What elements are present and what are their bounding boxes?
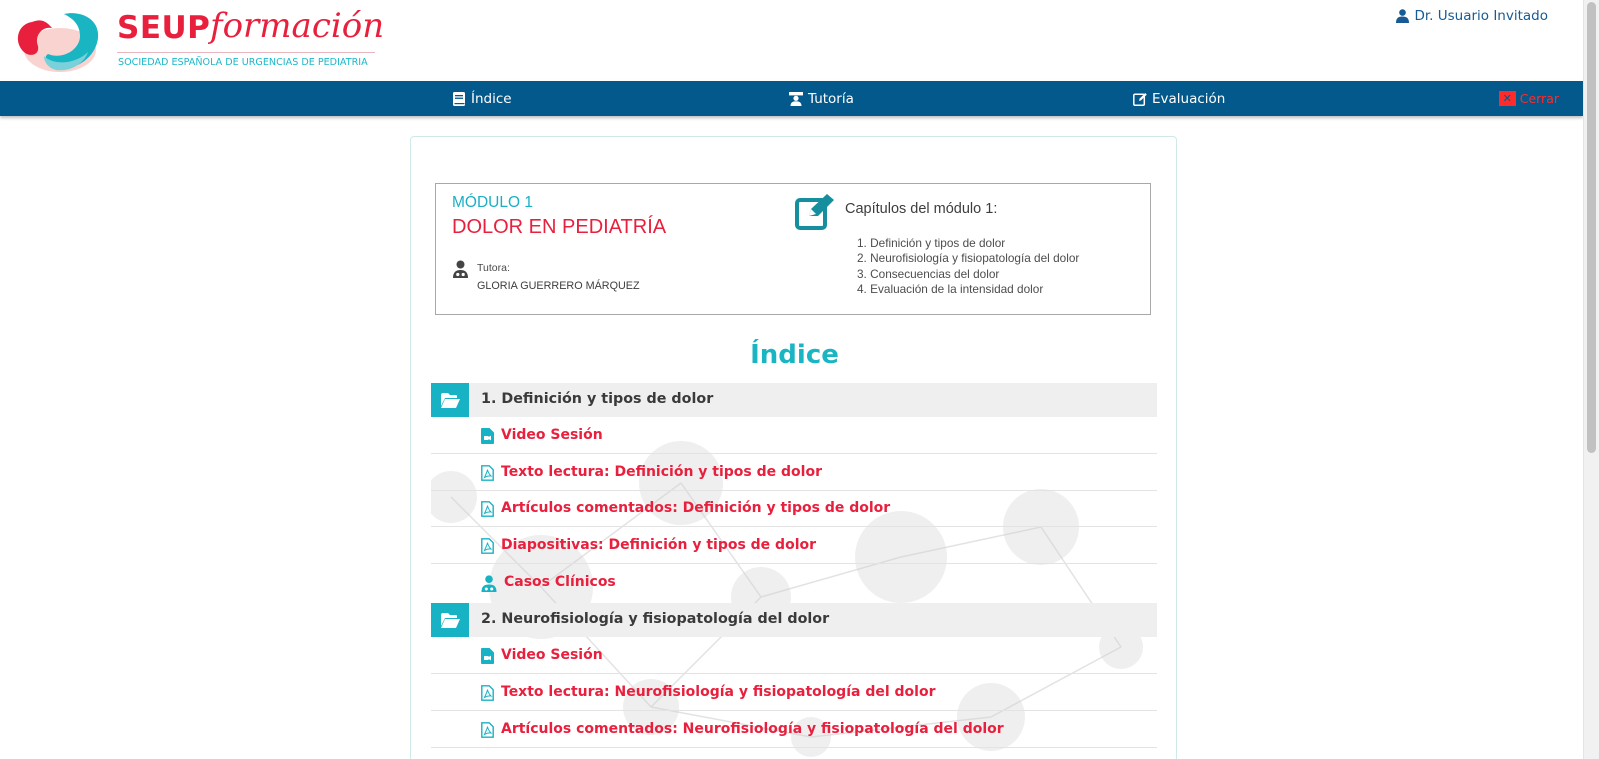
pdf-file-icon bbox=[481, 722, 494, 738]
chapter-item: 1. Definición y tipos de dolor bbox=[857, 236, 1006, 250]
chapters-edit-icon bbox=[795, 194, 835, 230]
nav-item-label: Índice bbox=[471, 90, 512, 107]
folder-open-icon bbox=[431, 383, 469, 417]
resource-label: Texto lectura: Neurofisiología y fisiopatología del dolor bbox=[501, 684, 936, 700]
doctor-icon bbox=[481, 575, 497, 592]
nav-item-tutoria[interactable] bbox=[789, 81, 854, 116]
pdf-file-icon bbox=[481, 465, 494, 481]
resource-articulos-1[interactable] bbox=[431, 490, 1157, 527]
module-title: DOLOR EN PEDIATRÍA bbox=[452, 216, 667, 238]
teacher-icon bbox=[789, 92, 803, 106]
resource-video-1[interactable] bbox=[431, 417, 1157, 454]
module-number: MÓDULO 1 bbox=[452, 194, 533, 211]
module-banner bbox=[435, 183, 1151, 315]
page-scrollbar[interactable] bbox=[1583, 0, 1599, 759]
tutor-label: Tutora: bbox=[477, 262, 510, 274]
chapter-item: 4. Evaluación de la intensidad dolor bbox=[857, 281, 1044, 296]
resource-articulos-2[interactable] bbox=[431, 711, 1157, 748]
user-menu[interactable] bbox=[1396, 8, 1548, 24]
resource-next-2[interactable] bbox=[431, 748, 1157, 759]
edit-icon bbox=[1133, 92, 1147, 106]
resource-label: Artículos comentados: Definición y tipos de dolor bbox=[501, 500, 891, 516]
chapter-item: 2. Neurofisiología y fisiopatología del dolor bbox=[857, 251, 1080, 266]
pdf-file-icon bbox=[481, 501, 494, 517]
resource-label: Texto lectura: Definición y tipos de dolor bbox=[501, 464, 822, 480]
section-label: 1. Definición y tipos de dolor bbox=[481, 391, 714, 407]
pdf-file-icon bbox=[481, 685, 494, 701]
logo-divider bbox=[117, 52, 375, 53]
logo-title: SEUP bbox=[117, 10, 211, 46]
resource-casos-1[interactable] bbox=[431, 564, 1157, 601]
user-icon bbox=[1396, 9, 1409, 23]
section-header-2[interactable] bbox=[431, 603, 1157, 637]
chapters-title: Capítulos del módulo 1: bbox=[845, 201, 998, 217]
logo-subtitle: SOCIEDAD ESPAÑOLA DE URGENCIAS DE PEDIATRIA bbox=[118, 57, 368, 68]
main-nav bbox=[0, 81, 1583, 116]
logo-script: formación bbox=[210, 6, 385, 46]
resource-label: Video Sesión bbox=[501, 427, 603, 443]
video-file-icon bbox=[481, 648, 494, 664]
pdf-file-icon bbox=[481, 538, 494, 554]
scrollbar-thumb[interactable] bbox=[1587, 2, 1596, 453]
logo-mark-icon bbox=[14, 10, 104, 74]
close-label: Cerrar bbox=[1519, 91, 1559, 106]
resource-video-2[interactable] bbox=[431, 637, 1157, 674]
resource-label: Diapositivas: Definición y tipos de dolor bbox=[501, 537, 817, 553]
index-title: Índice bbox=[750, 340, 839, 370]
tutor-icon bbox=[452, 260, 469, 278]
resource-label: Casos Clínicos bbox=[504, 574, 616, 590]
video-file-icon bbox=[481, 428, 494, 444]
seup-logo[interactable] bbox=[14, 6, 385, 74]
resource-texto-2[interactable] bbox=[431, 674, 1157, 711]
nav-item-label: Evaluación bbox=[1152, 90, 1226, 107]
resource-diapositivas-1[interactable] bbox=[431, 527, 1157, 564]
nav-item-evaluacion[interactable] bbox=[1133, 81, 1225, 116]
close-icon: ✕ bbox=[1499, 91, 1516, 106]
resource-label: Artículos comentados: Neurofisiología y fisiopatología del dolor bbox=[501, 721, 1004, 737]
resource-label: Video Sesión bbox=[501, 647, 603, 663]
folder-open-icon bbox=[431, 603, 469, 637]
chapter-item: 3. Consecuencias del dolor bbox=[857, 266, 1000, 281]
section-label: 2. Neurofisiología y fisiopatología del dolor bbox=[481, 611, 830, 627]
book-icon bbox=[452, 92, 466, 106]
site-header bbox=[0, 0, 1583, 81]
user-name: Dr. Usuario Invitado bbox=[1414, 8, 1548, 24]
resource-texto-1[interactable] bbox=[431, 454, 1157, 491]
section-header-1[interactable] bbox=[431, 383, 1157, 417]
close-button[interactable] bbox=[1499, 81, 1559, 116]
chapters-list bbox=[857, 236, 1079, 297]
nav-item-label: Tutoría bbox=[808, 90, 854, 107]
nav-item-indice[interactable] bbox=[452, 81, 512, 116]
content-card bbox=[410, 136, 1177, 759]
tutor-name: GLORIA GUERRERO MÁRQUEZ bbox=[477, 280, 640, 292]
